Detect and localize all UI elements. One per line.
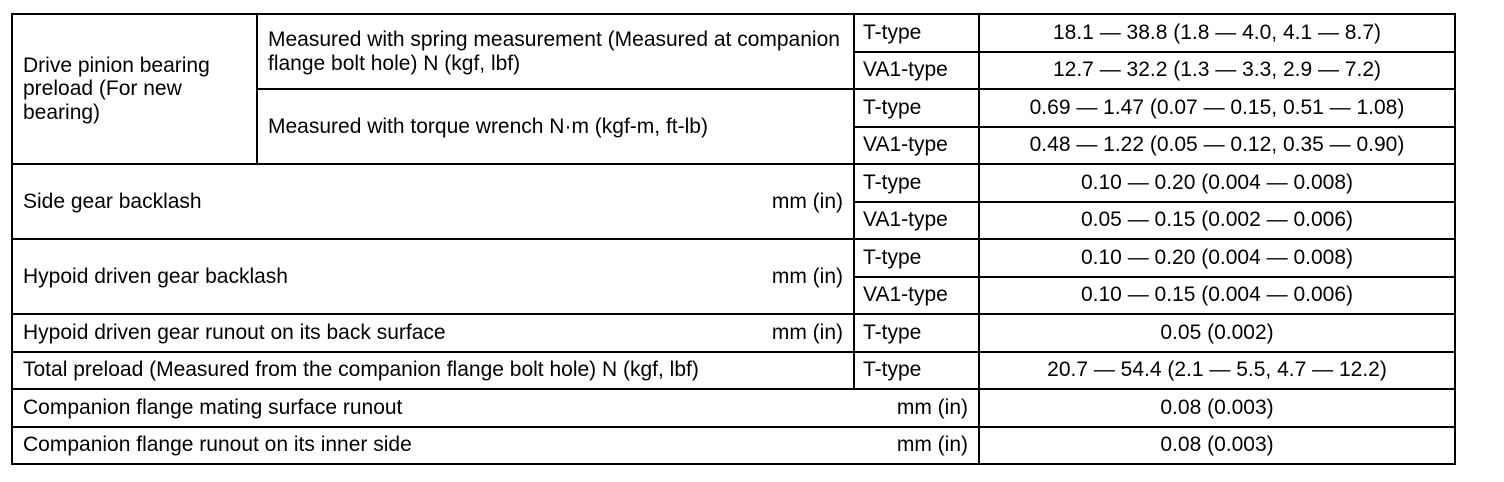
method-label: Measured with spring measurement (Measured at companion flange bolt hole) N (kgf, lbf) [257, 14, 854, 89]
value-cell: 0.08 (0.003) [979, 389, 1455, 427]
value-cell: 0.48 — 1.22 (0.05 — 0.12, 0.35 — 0.90) [979, 127, 1455, 165]
value-cell: 20.7 — 54.4 (2.1 — 5.5, 4.7 — 12.2) [979, 352, 1455, 390]
row-label-cell [12, 427, 979, 465]
specification-table [11, 13, 1456, 465]
type-cell: VA1-type [854, 277, 979, 315]
unit-label: mm (in) [896, 395, 968, 419]
row-label-cell [12, 389, 979, 427]
value-cell: 18.1 — 38.8 (1.8 — 4.0, 4.1 — 8.7) [979, 14, 1455, 52]
unit-label: mm (in) [771, 264, 843, 288]
table-row [12, 239, 1455, 277]
value-cell: 12.7 — 32.2 (1.3 — 3.3, 2.9 — 7.2) [979, 52, 1455, 90]
table-row [12, 352, 1455, 390]
type-cell: T-type [854, 352, 979, 390]
type-cell: VA1-type [854, 127, 979, 165]
value-cell: 0.10 — 0.20 (0.004 — 0.008) [979, 239, 1455, 277]
type-cell: VA1-type [854, 52, 979, 90]
value-cell: 0.10 — 0.15 (0.004 — 0.006) [979, 277, 1455, 315]
row-label: Total preload (Measured from the companion flange bolt hole) N (kgf, lbf) [12, 352, 854, 390]
table-row [12, 164, 1455, 202]
value-cell: 0.05 — 0.15 (0.002 — 0.006) [979, 202, 1455, 240]
value-cell: 0.05 (0.002) [979, 314, 1455, 352]
value-cell: 0.69 — 1.47 (0.07 — 0.15, 0.51 — 1.08) [979, 89, 1455, 127]
unit-label: mm (in) [771, 320, 843, 344]
row-label: Hypoid driven gear runout on its back surface [23, 320, 446, 344]
value-cell: 0.10 — 0.20 (0.004 — 0.008) [979, 164, 1455, 202]
table-row [12, 14, 1455, 52]
row-label-cell [12, 314, 854, 352]
table-row [12, 389, 1455, 427]
table-row [12, 314, 1455, 352]
unit-label: mm (in) [771, 189, 843, 213]
value-cell: 0.08 (0.003) [979, 427, 1455, 465]
type-cell: T-type [854, 239, 979, 277]
table-row [12, 427, 1455, 465]
type-cell: T-type [854, 89, 979, 127]
unit-label: mm (in) [896, 433, 968, 457]
type-cell: T-type [854, 14, 979, 52]
type-cell: T-type [854, 164, 979, 202]
row-label: Companion flange mating surface runout [23, 395, 403, 419]
row-label: Side gear backlash [23, 189, 202, 213]
method-label: Measured with torque wrench N·m (kgf-m, ft-lb) [257, 89, 854, 164]
row-label: Companion flange runout on its inner side [23, 433, 412, 457]
row-label: Hypoid driven gear backlash [23, 264, 288, 288]
type-cell: VA1-type [854, 202, 979, 240]
row-label-cell [12, 239, 854, 314]
type-cell: T-type [854, 314, 979, 352]
row-label-cell [12, 164, 854, 239]
row-label: Drive pinion bearing preload (For new bearing) [12, 14, 257, 164]
